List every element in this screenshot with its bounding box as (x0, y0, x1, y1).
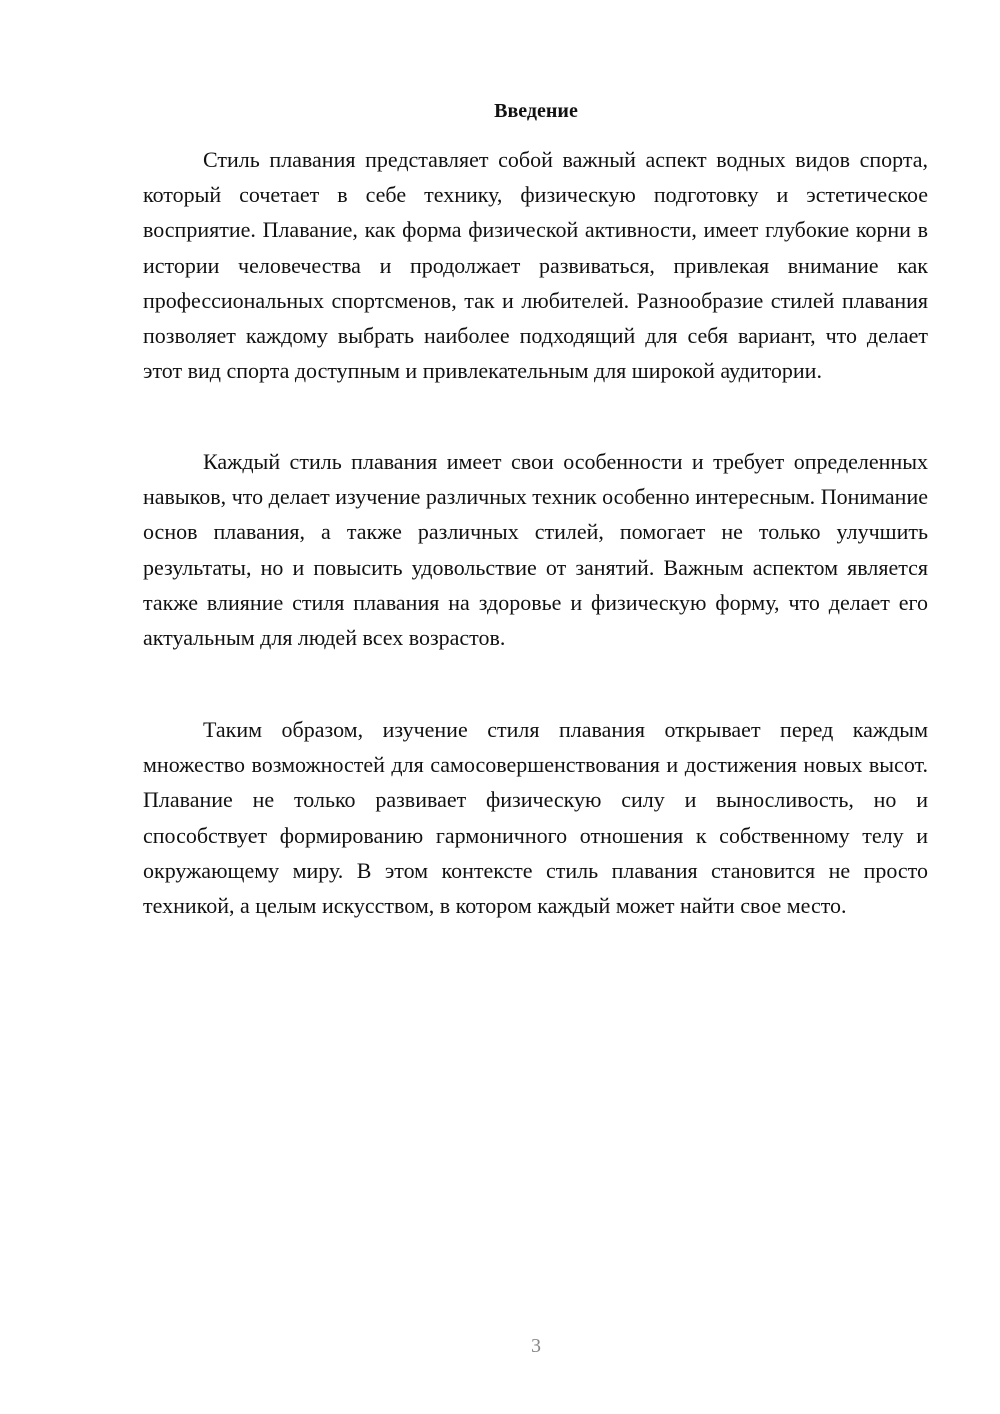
paragraph-2: Каждый стиль плавания имеет свои особенности и требует определенных навыков, что делает изучение различных техник особенно интересным. Понимание основ плавания, а также различных стилей, помогает не только улучшить результаты, но и повысить удовольствие от занятий. Важным аспектом является также влияние стиля плавания на здоровье и физическую форму, что делает его актуальным для людей всех возрастов. (143, 449, 928, 651)
section-heading: Введение (494, 100, 578, 122)
paragraph-3: Таким образом, изучение стиля плавания открывает перед каждым множество возможностей для самосовершенствования и достижения новых высот. Плавание не только развивает физическую силу и выносливость, но и способствует формированию гармоничного отношения к собственному телу и окружающему миру. В этом контексте стиль плавания становится не просто техникой, а целым искусством, в котором каждый может найти свое место. (143, 717, 928, 919)
paragraph-1: Стиль плавания представляет собой важный аспект водных видов спорта, который сочетает в себе технику, физическую подготовку и эстетическое восприятие. Плавание, как форма физической активности, имеет глубокие корни в истории человечества и продолжает развиваться, привлекая внимание как профессиональных спортсменов, так и любителей. Разнообразие стилей плавания позволяет каждому выбрать наиболее подходящий для себя вариант, что делает этот вид спорта доступным и привлекательным для широкой аудитории. (143, 147, 928, 384)
page-number: 3 (531, 1335, 541, 1357)
